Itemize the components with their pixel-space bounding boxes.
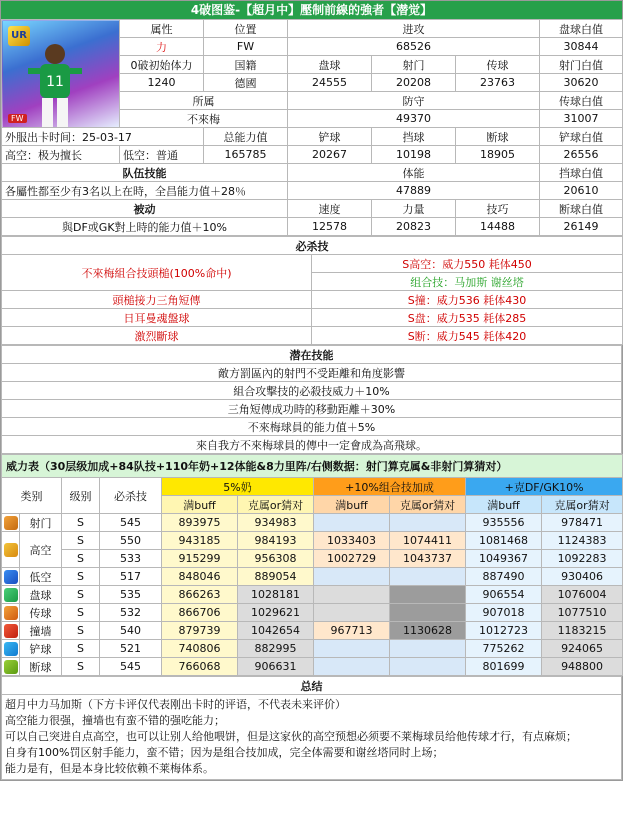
label-defense: 防守 (288, 92, 540, 110)
cell-value: 1033403 (314, 532, 390, 550)
skills-table (1, 236, 623, 345)
value-dribble-base: 30844 (540, 38, 623, 56)
cell-value: 984193 (238, 532, 314, 550)
block-icon (2, 622, 20, 640)
value-pass-base: 31007 (540, 110, 623, 128)
cell-value: 801699 (466, 658, 542, 676)
row-skill: 521 (100, 640, 162, 658)
row-category: 铲球 (20, 640, 62, 658)
value-nationality: 德國 (204, 74, 288, 92)
label-speed: 速度 (288, 200, 372, 218)
row-level: S (62, 514, 100, 532)
row-category: 高空 (20, 532, 62, 568)
row-skill: 540 (100, 622, 162, 640)
row-skill: 550 (100, 532, 162, 550)
label-team-skill: 队伍技能 (2, 164, 288, 182)
cell-value: 915299 (162, 550, 238, 568)
clear-icon (2, 658, 20, 676)
label-initial-stamina: 0破初始体力 (120, 56, 204, 74)
latent-header: 潜在技能 (2, 346, 622, 364)
row-category: 盘球 (20, 586, 62, 604)
cell-value: 866706 (162, 604, 238, 622)
col-counter: 克属or猜对 (238, 496, 314, 514)
latent-line: 來自我方不來梅球員的傳中一定會成為高飛球。 (2, 436, 622, 454)
latent-table (1, 345, 622, 454)
group-5pct: 5%奶 (162, 478, 314, 496)
group-counter: +克DF/GK10% (466, 478, 623, 496)
summary-line: 超月中力马加斯（下方卡评仅代表刚出卡时的评语，不代表未来评价） (5, 698, 346, 711)
cell-value: 1074411 (390, 532, 466, 550)
value-dribble: 24555 (288, 74, 372, 92)
cell-empty (314, 640, 390, 658)
label-position: 位置 (204, 20, 288, 38)
latent-line: 三角短傳成功時的移動距離＋30% (2, 400, 622, 418)
label-nationality: 国籍 (204, 56, 288, 74)
cell-value: 967713 (314, 622, 390, 640)
label-stamina: 体能 (288, 164, 540, 182)
latent-line: 不來梅球員的能力值＋5% (2, 418, 622, 436)
skill-name: 日耳曼魂盤球 (2, 309, 312, 327)
cell-empty (390, 640, 466, 658)
value-block-base: 20610 (540, 182, 623, 200)
row-level: S (62, 532, 100, 550)
cell-value: 882995 (238, 640, 314, 658)
col-counter: 克属or猜对 (390, 496, 466, 514)
label-total: 总能力值 (204, 128, 288, 146)
group-combo: +10%组合技加成 (314, 478, 466, 496)
summary-line: 高空能力很强，撞墙也有蛮不错的强吃能力； (5, 714, 225, 727)
value-speed: 12578 (288, 218, 372, 236)
skill-name: 頭槌接力三角短傳 (2, 291, 312, 309)
value-block: 10198 (372, 146, 456, 164)
label-pass-base: 传球白值 (540, 92, 623, 110)
row-category: 射门 (20, 514, 62, 532)
row-skill: 532 (100, 604, 162, 622)
cell-empty (390, 604, 466, 622)
cell-value: 924065 (542, 640, 623, 658)
row-level: S (62, 586, 100, 604)
col-full-buff: 满buff (314, 496, 390, 514)
cell-empty (314, 604, 390, 622)
label-technique: 技巧 (456, 200, 540, 218)
label-attribute: 属性 (120, 20, 204, 38)
cell-value: 1124383 (542, 532, 623, 550)
cell-empty (390, 586, 466, 604)
skill-desc: S撞：威力536 耗体430 (312, 291, 623, 309)
row-level: S (62, 658, 100, 676)
player-portrait (2, 20, 120, 128)
row-category: 撞墙 (20, 622, 62, 640)
cell-value: 934983 (238, 514, 314, 532)
value-pass: 23763 (456, 74, 540, 92)
cell-value: 1092283 (542, 550, 623, 568)
label-team: 所属 (120, 92, 288, 110)
skill-desc: S断：威力545 耗体420 (312, 327, 623, 345)
cell-value: 740806 (162, 640, 238, 658)
value-team: 不來梅 (120, 110, 288, 128)
value-initial-stamina: 1240 (120, 74, 204, 92)
value-intercept: 18905 (456, 146, 540, 164)
cell-value: 1183215 (542, 622, 623, 640)
power-table (1, 454, 623, 676)
stats-table (1, 19, 623, 236)
value-tackle: 20267 (288, 146, 372, 164)
summary-line: 能力是有，但是本身比较依赖不莱梅体系。 (5, 762, 214, 775)
row-skill: 533 (100, 550, 162, 568)
cell-value: 766068 (162, 658, 238, 676)
skill-name: 不來梅組合技頭槌(100%命中) (2, 255, 312, 291)
latent-line: 組合攻擊技的必殺技威力＋10% (2, 382, 622, 400)
cell-empty (314, 586, 390, 604)
label-tackle: 铲球 (288, 128, 372, 146)
cell-value: 893975 (162, 514, 238, 532)
summary-header: 总结 (2, 677, 622, 695)
cell-value: 1076004 (542, 586, 623, 604)
label-shoot: 射门 (372, 56, 456, 74)
label-passive: 被动 (2, 200, 288, 218)
cell-value: 848046 (162, 568, 238, 586)
latent-line: 敵方罰區內的射門不受距離和角度影響 (2, 364, 622, 382)
low-ball-rating: 低空：普通 (120, 146, 204, 164)
label-intercept-base: 断球白值 (540, 200, 623, 218)
cell-value: 1130628 (390, 622, 466, 640)
label-intercept: 断球 (456, 128, 540, 146)
cell-value: 887490 (466, 568, 542, 586)
row-level: S (62, 640, 100, 658)
skills-header: 必杀技 (2, 237, 623, 255)
cell-value: 1042654 (238, 622, 314, 640)
cell-value: 1002729 (314, 550, 390, 568)
tackle-icon (2, 640, 20, 658)
col-full-buff: 满buff (466, 496, 542, 514)
cell-empty (390, 658, 466, 676)
row-level: S (62, 604, 100, 622)
value-technique: 14488 (456, 218, 540, 236)
cell-empty (390, 568, 466, 586)
power-title: 威力表（30层级加成+84队技+110年奶+12体能&8力里阵/右侧数据：射门算克属&非射门算猜对） (2, 455, 623, 478)
cell-value: 1077510 (542, 604, 623, 622)
value-attribute: 力 (120, 38, 204, 56)
row-category: 低空 (20, 568, 62, 586)
col-level: 级别 (62, 478, 100, 514)
row-level: S (62, 568, 100, 586)
value-attack: 68526 (288, 38, 540, 56)
ur-badge: UR (8, 26, 30, 46)
cell-value: 907018 (466, 604, 542, 622)
air-icon (2, 532, 20, 568)
row-skill: 517 (100, 568, 162, 586)
cell-value: 866263 (162, 586, 238, 604)
cell-empty (314, 568, 390, 586)
page-title: 4破图鉴-【超月中】壓制前線的強者【潜觉】 (1, 1, 622, 19)
col-skill: 必杀技 (100, 478, 162, 514)
row-category: 传球 (20, 604, 62, 622)
cell-value: 1028181 (238, 586, 314, 604)
summary-table (1, 676, 622, 780)
cell-value: 930406 (542, 568, 623, 586)
value-power: 20823 (372, 218, 456, 236)
row-skill: 545 (100, 514, 162, 532)
high-ball-rating: 高空：极为擅长 (2, 146, 120, 164)
cell-empty (390, 514, 466, 532)
release-date: 外服出卡时间：25-03-17 (2, 128, 204, 146)
value-passive: 與DF或GK對上時的能力值＋10% (2, 218, 288, 236)
cell-value: 1029621 (238, 604, 314, 622)
pass-icon (2, 604, 20, 622)
shoot-icon (2, 514, 20, 532)
value-shoot-base: 30620 (540, 74, 623, 92)
label-shoot-base: 射门白值 (540, 56, 623, 74)
cell-value: 775262 (466, 640, 542, 658)
label-pass: 传球 (456, 56, 540, 74)
cell-value: 935556 (466, 514, 542, 532)
low-shot-icon (2, 568, 20, 586)
skill-desc: S高空：威力550 耗体450 (312, 255, 623, 273)
label-attack: 进攻 (288, 20, 540, 38)
cell-value: 1043737 (390, 550, 466, 568)
col-counter: 克属or猜对 (542, 496, 623, 514)
cell-value: 906554 (466, 586, 542, 604)
svg-text:11: 11 (46, 74, 64, 90)
player-figure-icon (20, 38, 90, 128)
skill-combo: 组合技：马加斯 谢丝塔 (312, 273, 623, 291)
dribble-icon (2, 586, 20, 604)
row-skill: 545 (100, 658, 162, 676)
label-dribble-base: 盘球白值 (540, 20, 623, 38)
cell-value: 1012723 (466, 622, 542, 640)
col-category: 类别 (2, 478, 62, 514)
skill-desc: S盘：威力535 耗体285 (312, 309, 623, 327)
summary-body (2, 695, 622, 780)
value-tackle-base: 26556 (540, 146, 623, 164)
summary-line: 可以自己突进自点高空，也可以让别人给他喂饼，但是这家伙的高空预想必须要不莱梅球员给他传球才行，有点麻烦； (5, 730, 577, 743)
label-dribble: 盘球 (288, 56, 372, 74)
cell-value: 889054 (238, 568, 314, 586)
cell-value: 1081468 (466, 532, 542, 550)
label-block: 挡球 (372, 128, 456, 146)
value-position: FW (204, 38, 288, 56)
value-total: 165785 (204, 146, 288, 164)
cell-value: 1049367 (466, 550, 542, 568)
label-power: 力量 (372, 200, 456, 218)
value-team-skill: 各屬性都至少有3名以上在時，全昌能力值＋28％ (2, 182, 288, 200)
value-shoot: 20208 (372, 74, 456, 92)
cell-value: 956308 (238, 550, 314, 568)
cell-value: 906631 (238, 658, 314, 676)
label-block-base: 挡球白值 (540, 164, 623, 182)
position-tag: FW (8, 114, 27, 123)
label-tackle-base: 铲球白值 (540, 128, 623, 146)
summary-line: 自身有100%罚区射手能力，蛮不错；因为是组合技加成，完全体需要和谢丝塔同时上场； (5, 746, 444, 759)
row-level: S (62, 550, 100, 568)
col-full-buff: 满buff (162, 496, 238, 514)
skill-name: 激烈斷球 (2, 327, 312, 345)
cell-value: 879739 (162, 622, 238, 640)
cell-value: 943185 (162, 532, 238, 550)
row-skill: 535 (100, 586, 162, 604)
row-category: 断球 (20, 658, 62, 676)
value-intercept-base: 26149 (540, 218, 623, 236)
value-stamina: 47889 (288, 182, 540, 200)
row-level: S (62, 622, 100, 640)
value-defense: 49370 (288, 110, 540, 128)
cell-value: 978471 (542, 514, 623, 532)
cell-empty (314, 658, 390, 676)
cell-empty (314, 514, 390, 532)
cell-value: 948800 (542, 658, 623, 676)
